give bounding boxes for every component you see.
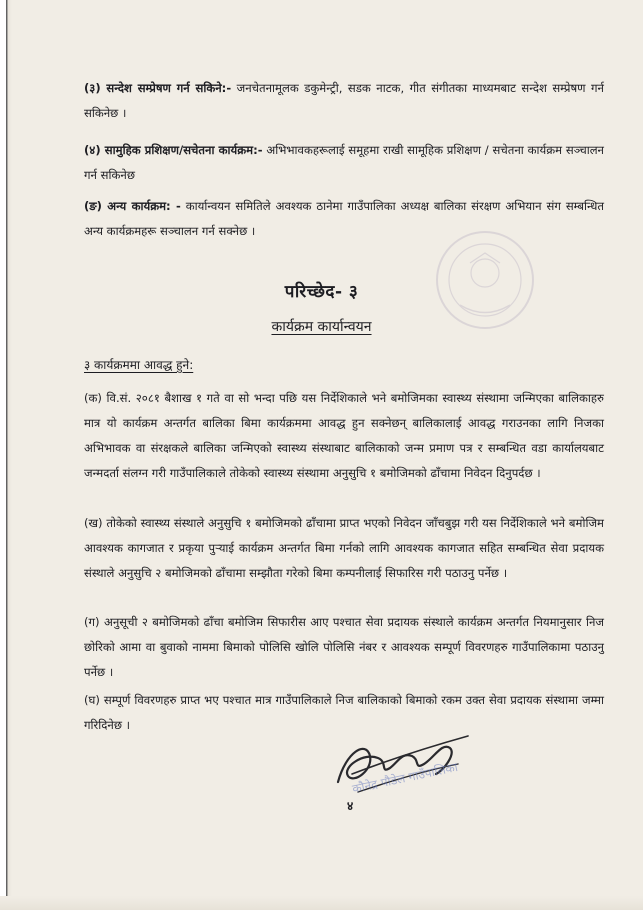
- stamp-text: कौनेद्र पौडेल गाउँपालिका: [351, 759, 459, 797]
- section-heading: ३ कार्यक्रममा आवद्ध हुने:: [84, 358, 194, 372]
- section-sandesh: [84, 76, 604, 126]
- page-bottom-shade: [0, 896, 643, 910]
- section-sandesh-text: जनचेतनामूलक डकुमेन्ट्री, सडक नाटक, गीत संगीतका माध्यमबाट सन्देश सम्प्रेषण गर्न सकिनेछ ।: [84, 81, 604, 120]
- section-sandesh-label: (३) सन्देश सम्प्रेषण गर्न सकिने:-: [84, 81, 232, 95]
- clause-kha: (ख) तोकेको स्वास्थ्य संस्थाले अनुसुचि १ बमोजिमको ढाँचामा प्राप्त भएको निवेदन जाँचबुझ गरी यस निर्देशिकाले भने बमोजिम आवश्यक कागजात र प्रकृया पुऱ्याई कार्यक्रम अन्तर्गत बिमा गर्नको लागि आवश्यक कागजात सहित सम्बन्धित सेवा प्रदायक संस्थाले अनुसुचि २ बमोजिमको ढाँचामा सम्झौता गरेको बिमा कम्पनीलाई सिफारिस गरी पठाउनु पर्नेछ ।: [84, 516, 604, 580]
- page-number: ४: [347, 799, 354, 813]
- section-anya: [84, 194, 604, 244]
- chapter-subtitle: [0, 317, 643, 336]
- section-samuhik: [84, 138, 604, 188]
- chapter-subtitle-text: कार्यक्रम कार्यान्वयन: [271, 319, 372, 335]
- chapter-title: परिच्छेद- ३: [284, 282, 359, 302]
- page-edge: [0, 0, 12, 910]
- clause-ka: (क) वि.सं. २०८१ बैशाख १ गते वा सो भन्दा पछि यस निर्देशिकाले भने बमोजिमका स्वास्थ्य संस्थामा जन्मिएका बालिकाहरु मात्र यो कार्यक्रम अन्तर्गत बालिका बिमा कार्यक्रममा आवद्ध हुन सक्नेछन् बालिकालाई आवद्ध गराउनका लागि निजका अभिभावक वा संरक्षकले बालिका जन्मिएको स्वास्थ्य संस्थाबाट बालिकाको जन्म प्रमाण पत्र र सम्बन्धित वडा कार्यालयबाट जन्मदर्ता संलग्न गरी गाउँपालिकाले तोकेको स्वास्थ्य संस्थामा अनुसुचि १ बमोजिमको ढाँचामा निवेदन दिनुपर्दछ ।: [84, 391, 604, 480]
- section-anya-text: कार्यान्वयन समितिले अवश्यक ठानेमा गाउँपालिका अध्यक्ष बालिका संरक्षण अभियान संग सम्बन्धित अन्य कार्यक्रमहरू सञ्चालन गर्न सक्नेछ ।: [84, 199, 604, 238]
- clause-gha: (घ) सम्पूर्ण विवरणहरु प्राप्त भए पश्चात मात्र गाउँपालिकाले निज बालिकाको बिमाको रकम उक्त सेवा प्रदायक संस्थामा जम्मा गरिदिनेछ ।: [84, 693, 604, 732]
- section-samuhik-text: अभिभावकहरूलाई समूहमा राखी सामूहिक प्रशिक्षण / सचेतना कार्यक्रम सञ्चालन गर्न सकिनेछ: [84, 143, 604, 182]
- section-samuhik-label: (४) सामुहिक प्रशिक्षण/सचेतना कार्यक्रम:-: [84, 143, 263, 157]
- section-anya-label: (ङ) अन्य कार्यक्रम: -: [84, 199, 181, 213]
- clause-ga: (ग) अनुसूची २ बमोजिमको ढाँचा बमोजिम सिफारीस आए पश्चात सेवा प्रदायक संस्थाले कार्यक्रम अन्तर्गत नियमानुसार निज छोरिको आमा वा बुवाको नाममा बिमाको पोलिसि खोलि पोलिसि नंबर र आवश्यक सम्पूर्ण विवरणहरु गाउँपालिकामा पठाउनु पर्नेछ ।: [84, 615, 604, 679]
